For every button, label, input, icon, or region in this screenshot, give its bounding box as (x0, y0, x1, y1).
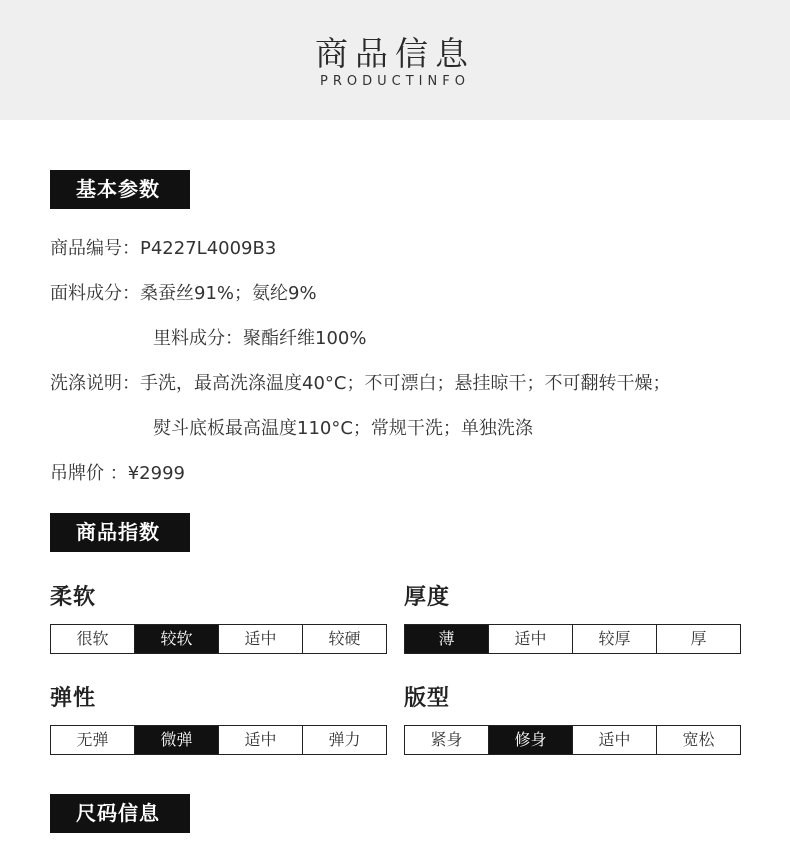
scale-option: 弹力 (302, 726, 386, 754)
scale-softness (50, 624, 387, 654)
scale-elasticity (50, 725, 387, 755)
scale-option: 无弹 (76, 730, 109, 749)
scale-option: 适中 (218, 625, 302, 653)
scale-option: 厚 (656, 625, 740, 653)
scale-option: 宽松 (656, 726, 740, 754)
scale-option-selected: 微弹 (134, 726, 218, 754)
info-row-price (50, 462, 185, 486)
fabric-value: 桑蚕丝91%；氨纶9% (140, 283, 317, 304)
section-tag-basic: 基本参数 (50, 170, 190, 209)
scale-option: 较厚 (572, 625, 656, 653)
wash-label: 洗涤说明： (50, 373, 140, 394)
wash-line-2: 熨斗底板最高温度110°C；常规干洗；单独洗涤 (153, 418, 533, 439)
scale-option: 适中 (218, 726, 302, 754)
fabric-label: 面料成分： (50, 283, 140, 304)
scale-option: 适中 (572, 726, 656, 754)
section-tag-index: 商品指数 (50, 513, 190, 552)
code-label: 商品编号： (50, 238, 140, 259)
scale-option-selected: 较软 (134, 625, 218, 653)
scale-fit (404, 725, 741, 755)
price-label: 吊牌价 ： (50, 463, 128, 484)
index-title-fit: 版型 (404, 686, 451, 711)
price-value: ¥2999 (127, 463, 185, 484)
section-tag-size: 尺码信息 (50, 794, 190, 833)
scale-option: 较硬 (302, 625, 386, 653)
info-row-code (50, 237, 276, 261)
info-row-wash (50, 372, 670, 396)
code-value: P4227L4009B3 (140, 238, 277, 259)
scale-option: 紧身 (430, 730, 463, 749)
scale-option-selected: 修身 (488, 726, 572, 754)
scale-option: 适中 (488, 625, 572, 653)
header-band (0, 0, 790, 120)
index-title-elasticity: 弹性 (50, 686, 97, 711)
scale-option: 很软 (76, 629, 109, 648)
page-subtitle: PRODUCTINFO (320, 74, 470, 89)
index-title-softness: 柔软 (50, 585, 97, 610)
index-title-thickness: 厚度 (404, 585, 451, 610)
lining-value: 里料成分：聚酯纤维100% (153, 328, 367, 349)
info-row-fabric (50, 282, 317, 306)
wash-line-1: 手洗，最高洗涤温度40°C；不可漂白；悬挂晾干；不可翻转干燥； (140, 373, 671, 394)
scale-option-selected: 薄 (405, 625, 488, 653)
page-title: 商品信息 (315, 34, 475, 73)
scale-thickness (404, 624, 741, 654)
